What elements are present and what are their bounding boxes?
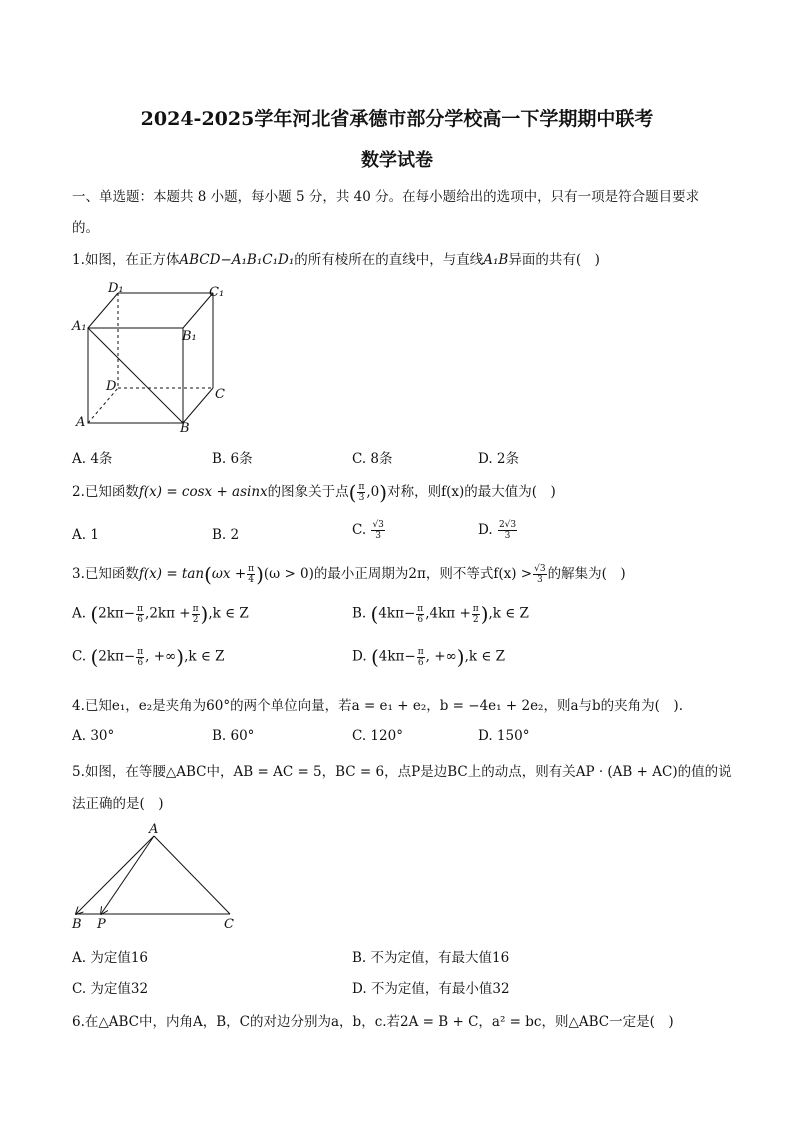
q4-option-a[interactable]: A. 30° <box>72 728 115 744</box>
q1-option-d[interactable]: D. 2条 <box>478 451 520 467</box>
question-1: 1.如图，在正方体ABCD−A₁B₁C₁D₁的所有棱所在的直线中，与直线A₁B异面的共有( ) <box>72 252 600 268</box>
q3-option-b[interactable]: B. (4kπ− $\frac{\pi}{6}$ ,4kπ + $\frac{\pi}{2}$ ),k ∈ Z <box>352 602 529 626</box>
q4-option-d[interactable]: D. 150° <box>478 728 530 744</box>
label-P: P <box>97 917 106 932</box>
q2-option-a[interactable]: A. 1 <box>72 527 99 543</box>
label-D1: D₁ <box>108 281 124 296</box>
q4-option-b[interactable]: B. 60° <box>212 728 255 744</box>
label-B1: B₁ <box>182 329 197 344</box>
label-C: C <box>215 387 225 402</box>
q3-option-a[interactable]: A. (2kπ− $\frac{\pi}{6}$ ,2kπ + $\frac{\pi}{2}$ ),k ∈ Z <box>72 602 249 626</box>
q1-option-a[interactable]: A. 4条 <box>72 451 113 467</box>
label-B: B <box>72 917 82 932</box>
q3-option-c[interactable]: C. (2kπ− $\frac{\pi}{6}$ , +∞),k ∈ Z <box>72 645 225 669</box>
q4-option-c[interactable]: C. 120° <box>352 728 403 744</box>
section-header-cont: 的。 <box>72 220 99 236</box>
question-2: 2.已知函数f(x) = cosx + asinx的图象关于点( $\frac{\pi}{3}$ ,0)对称，则f(x)的最大值为( ) <box>72 480 556 505</box>
question-4: 4.已知e₁，e₂是夹角为60°的两个单位向量，若a = e₁ + e₂，b = −4e₁ + 2e₂，则a与b的夹角为( ). <box>72 698 683 714</box>
q5-option-b[interactable]: B. 不为定值，有最大值16 <box>352 950 510 966</box>
triangle-figure <box>66 820 246 935</box>
cube-figure <box>68 278 238 434</box>
q3-option-d[interactable]: D. (4kπ− $\frac{\pi}{6}$ , +∞),k ∈ Z <box>352 645 506 669</box>
question-5: 5.如图，在等腰△ABC中，AB = AC = 5，BC = 6，点P是边BC上的动点，则有关AP · (AB + AC)的值的说 <box>72 764 732 780</box>
section-header: 一、单选题：本题共 8 小题，每小题 5 分，共 40 分。在每小题给出的选项中，只有一项是符合题目要求 <box>72 189 700 205</box>
q5-option-d[interactable]: D. 不为定值，有最小值32 <box>352 981 510 997</box>
label-A: A <box>76 415 86 430</box>
label-C: C <box>224 917 234 932</box>
q2-option-c[interactable]: C. $\frac{√3}{3}$ <box>352 520 384 541</box>
question-6: 6.在△ABC中，内角A，B，C的对边分别为a，b，c.若2A = B + C，a² = bc，则△ABC一定是( ) <box>72 1014 674 1030</box>
q2-option-b[interactable]: B. 2 <box>212 527 240 543</box>
label-C1: C₁ <box>209 285 225 300</box>
label-D: D <box>106 379 117 394</box>
exam-subtitle: 数学试卷 <box>361 150 433 171</box>
label-A1: A₁ <box>72 319 87 334</box>
question-3: 3.已知函数f(x) = tan(ωx + $\frac{\pi}{4}$ )(ω > 0)的最小正周期为2π，则不等式f(x) > $\frac{√3}{3}$ 的解集为( ) <box>72 562 626 587</box>
q2-option-d[interactable]: D. $\frac{2√3}{3}$ <box>478 520 517 541</box>
q5-option-a[interactable]: A. 为定值16 <box>72 950 149 966</box>
q5-option-c[interactable]: C. 为定值32 <box>72 981 149 997</box>
label-A: A <box>149 822 159 837</box>
q1-option-c[interactable]: C. 8条 <box>352 451 393 467</box>
exam-title: 2024-2025学年河北省承德市部分学校高一下学期期中联考 <box>140 108 654 130</box>
label-B: B <box>180 421 190 434</box>
q1-option-b[interactable]: B. 6条 <box>212 451 253 467</box>
question-5-cont: 法正确的是( ) <box>72 796 164 812</box>
